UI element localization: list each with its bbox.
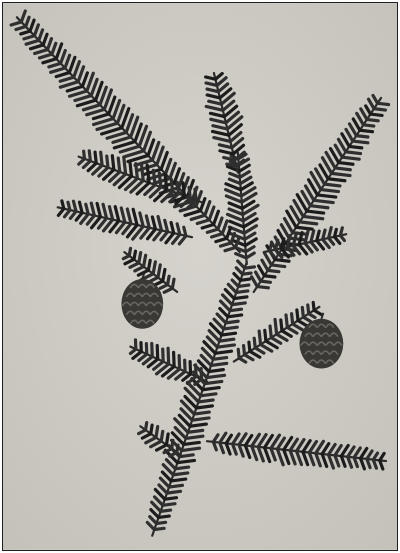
needle [232, 303, 245, 305]
needle [321, 190, 338, 192]
needle [163, 269, 165, 281]
needle [270, 244, 272, 251]
needle [196, 406, 212, 408]
needle [275, 260, 289, 262]
needle [340, 228, 342, 236]
needle [171, 479, 186, 481]
needle [183, 183, 184, 196]
needle [332, 173, 350, 175]
needle [317, 195, 335, 197]
needle [296, 227, 312, 229]
needle [310, 206, 328, 208]
needle [141, 163, 143, 180]
needle [211, 363, 227, 365]
needle [230, 309, 242, 311]
needle [228, 315, 242, 317]
needle [238, 349, 239, 358]
needle [234, 297, 247, 299]
needle [144, 255, 146, 266]
needle [168, 348, 169, 364]
needle [264, 276, 275, 277]
needle [165, 174, 167, 189]
needle [171, 179, 172, 191]
needle [259, 331, 260, 344]
needle [257, 287, 268, 288]
needle [244, 346, 245, 355]
needle [378, 103, 389, 104]
needle [217, 345, 234, 347]
needle [307, 211, 324, 213]
needle [153, 170, 155, 185]
needle [254, 338, 255, 348]
needle [195, 189, 196, 200]
needle [153, 262, 155, 274]
needle [194, 412, 209, 414]
needle [192, 418, 209, 420]
needle [297, 310, 298, 321]
needle [227, 164, 237, 166]
needle [186, 436, 203, 438]
needle [308, 305, 309, 314]
needle [339, 163, 353, 165]
needle [360, 130, 373, 131]
needle [275, 319, 277, 334]
needle [107, 156, 108, 167]
photograph-frame [2, 2, 398, 551]
needle [224, 327, 238, 329]
needle [268, 270, 279, 271]
needle [163, 504, 175, 506]
needle [159, 516, 170, 517]
needle [157, 345, 158, 359]
hemlock-branch-photo [3, 3, 397, 550]
needle [166, 434, 168, 445]
needle [156, 427, 158, 438]
needle [265, 330, 266, 341]
needle [236, 291, 248, 293]
needle [314, 200, 333, 202]
needle [335, 168, 350, 170]
needle [226, 321, 238, 323]
needle [198, 400, 213, 402]
needle [300, 222, 317, 224]
needle [353, 141, 368, 143]
needle [342, 157, 359, 159]
needle [165, 498, 177, 500]
needle [184, 442, 200, 444]
needle [173, 473, 188, 475]
needle [118, 158, 119, 172]
needle [201, 394, 216, 396]
needle [124, 157, 126, 174]
needle [271, 265, 284, 267]
needle [213, 358, 227, 360]
needle [174, 352, 175, 366]
needle [175, 467, 188, 469]
needle [374, 109, 385, 110]
needle [147, 165, 149, 183]
needle [281, 320, 282, 331]
needle [249, 342, 250, 351]
needle [215, 351, 231, 353]
needle [167, 491, 181, 493]
needle [313, 302, 314, 310]
needle [370, 114, 382, 115]
needle [101, 152, 102, 165]
needle [169, 485, 182, 487]
needle [302, 307, 303, 317]
needle [159, 173, 161, 187]
needle [206, 77, 216, 79]
needle [203, 388, 219, 390]
needle [112, 156, 114, 170]
needle [346, 152, 361, 154]
needle [334, 229, 336, 236]
needle [188, 430, 203, 432]
needle [177, 182, 178, 193]
needle [177, 460, 194, 462]
needle [367, 119, 378, 120]
needle [136, 164, 138, 179]
needle [222, 333, 236, 335]
needle [219, 339, 233, 341]
needle [209, 370, 223, 372]
needle [286, 315, 287, 327]
needle [356, 136, 368, 137]
needle [130, 162, 131, 176]
needle [270, 326, 271, 338]
needle [95, 152, 96, 163]
needle [292, 314, 293, 324]
needle [328, 179, 345, 181]
needle [324, 184, 339, 186]
needle [190, 424, 206, 426]
needle [349, 146, 362, 147]
